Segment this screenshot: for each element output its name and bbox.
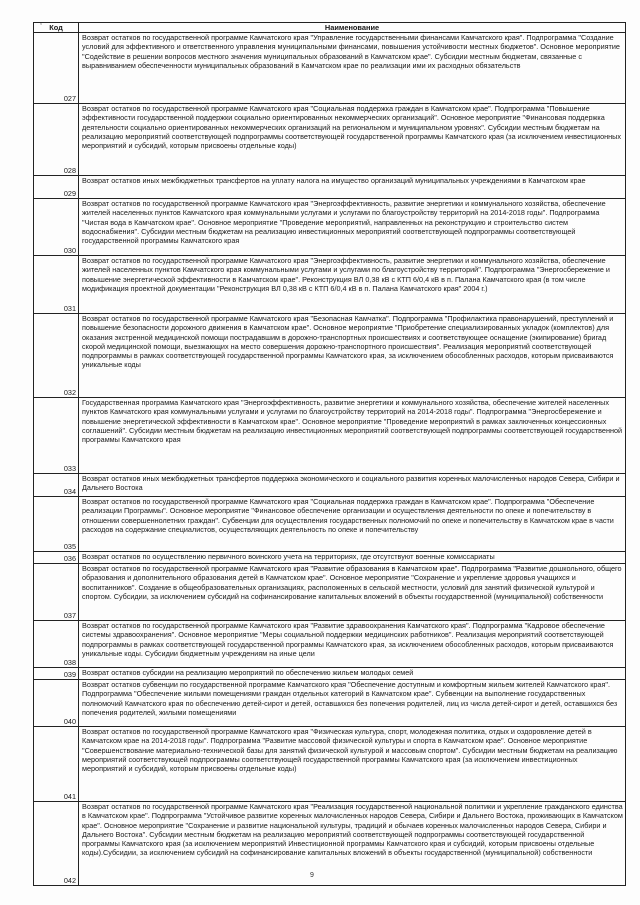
row-description: Возврат остатков по государственной программе Камчатского края "Реализация государственной национальной политики и укрепление гражданского единства в Камчатском крае". Подпрограмма "Устойчивое развитие коренных малочисленных народов Севера, Сибири и Дальнего Востока, проживающих в Камчатском крае". Основное мероприятие "Сохранение и развитие национальной культуры, традиций и обычаев коренных малочисленных народов Севера, Сибири и Дальнего Востока". Субсидии местным бюджетам на реализацию мероприятий соответствующей подпрограммы соответствующей государственной программы Камчатского края (за исключением мероприятий Инвестиционной программы Камчатского края и субсидий, которым присвоены отдельные коды).Субсидии, за исключением субсидий на софинансирование капитальных вложений в объекты государственной (муниципальной) собственности (79, 802, 626, 886)
row-code: 042 (34, 802, 79, 886)
table-header-row (34, 23, 626, 33)
table-row (34, 680, 626, 727)
row-code: 028 (34, 104, 79, 176)
row-code: 039 (34, 668, 79, 680)
header-code: Код (34, 23, 79, 33)
table-row (34, 668, 626, 680)
row-description: Возврат остатков по государственной программе Камчатского края "Управление государственными финансами Камчатского края". Подпрограмма "Создание условий для эффективного и ответственного управления муниципальными финансами, повышения устойчивости местных бюджетов". Основное мероприятие "Содействие в решении вопросов местного значения муниципальных образований в Камчатском крае". Субсидии местным бюджетам, связанные с выравниванием обеспеченности муниципальных образований в Камчатском крае по реализации ими их расходных обязательств (79, 33, 626, 104)
row-code: 034 (34, 474, 79, 497)
table-row (34, 314, 626, 398)
row-description: Возврат остатков по государственной программе Камчатского края "Развитие образования в Камчатском крае". Подпрограмма "Развитие дошкольного, общего образования и дополнительного образования детей в Камчатском крае". Основное мероприятие "Сохранение и укрепление здоровья учащихся и воспитанников". Создание в общеобразовательных организациях, расположенных в сельской местности, условий для занятий физической культурой и спортом. Субсидии, за исключением субсидий на софинансирование капитальных вложений в объекты государственной (муниципальной) собственности (79, 564, 626, 621)
table-row (34, 474, 626, 497)
row-description: Возврат остатков по государственной программе Камчатского края "Социальная поддержка граждан в Камчатском крае". Подпрограмма "Повышение эффективности государственной поддержки социально ориентированных некоммерческих организаций". Основное мероприятие "Финансовая поддержка деятельности социально ориентированных некоммерческих организаций на региональном и муниципальном уровнях". Субсидии местным бюджетам на реализацию мероприятий соответствующей подпрограммы соответствующей государственной программы Камчатского края (за исключением инвестиционных мероприятий и субсидий, которым присвоены отдельные коды) (79, 104, 626, 176)
row-description: Возврат остатков субсидии на реализацию мероприятий по обеспечению жильем молодых семей (79, 668, 626, 680)
page-number: 9 (310, 872, 314, 879)
row-description: Возврат остатков по государственной программе Камчатского края "Развитие здравоохранения Камчатского края". Подпрограмма "Кадровое обеспечение системы здравоохранения". Основное мероприятие "Меры социальной поддержки медицинских работников". Реализация мероприятий соответствующей подпрограммы в рамках соответствующей государственной программы Камчатского края, за исключением обособленных расходов, которым присваиваются уникальные коды. Субсидии бюджетным учреждениям на иные цели (79, 621, 626, 668)
row-code: 030 (34, 199, 79, 256)
row-code: 040 (34, 680, 79, 727)
row-code: 036 (34, 552, 79, 564)
table-row (34, 564, 626, 621)
table-row (34, 552, 626, 564)
row-description: Возврат остатков по осуществлению первичного воинского учета на территориях, где отсутствуют военные комиссариаты (79, 552, 626, 564)
row-description: Государственная программа Камчатского края "Энергоэффективность, развитие энергетики и коммунального хозяйства, обеспечение жителей населенных пунктов Камчатского края коммунальными услугами и услугами по благоустройству территорий на 2014-2018 годы". Подпрограмма "Энергосбережение и повышение энергетической эффективности в Камчатском крае". Основное мероприятие "Проведение мероприятий в рамках заключенных концессионных соглашений". Субсидии местным бюджетам на реализацию инвестиционных мероприятий соответствующей подпрограммы соответствующей государственной программы Камчатского края (79, 398, 626, 474)
codes-table (33, 22, 626, 886)
row-code: 035 (34, 497, 79, 552)
row-code: 038 (34, 621, 79, 668)
row-code: 037 (34, 564, 79, 621)
table-row (34, 256, 626, 314)
table-row (34, 398, 626, 474)
row-code: 027 (34, 33, 79, 104)
row-description: Возврат остатков по государственной программе Камчатского края "Энергоэффективность, развитие энергетики и коммунального хозяйства, обеспечение жителей населенных пунктов Камчатского края коммунальными услугами и услугами по благоустройству территорий на 2014-2018 годы". Подпрограмма "Чистая вода в Камчатском крае". Основное мероприятие "Проведение мероприятий, направленных на реконструкцию и строительство систем водоснабжения". Субсидии местным бюджетам на реализацию инвестиционных мероприятий соответствующей подпрограммы соответствующей государственной программы Камчатского края (79, 199, 626, 256)
table-row (34, 199, 626, 256)
row-description: Возврат остатков по государственной программе Камчатского края "Физическая культура, спорт, молодежная политика, отдых и оздоровление детей в Камчатском крае на 2014-2018 годы". Подпрограмма "Развитие массовой физической культуры и спорта в Камчатском крае". Основное мероприятие "Совершенствование материально-технической базы для занятий физической культурой и массовым спортом". Субсидии местным бюджетам на реализацию мероприятий соответствующей подпрограммы соответствующей государственной программы Камчатского края (за исключением инвестиционных мероприятий и субсидий, которым присвоены отдельные коды) (79, 727, 626, 802)
corner-mark: , (40, 19, 42, 26)
row-description: Возврат остатков иных межбюджетных трансфертов поддержка экономического и социального развития коренных малочисленных народов Севера, Сибири и Дальнего Востока (79, 474, 626, 497)
row-description: Возврат остатков субвенции по государственной программе Камчатского края "Обеспечение доступным и комфортным жильем жителей Камчатского края". Подпрограмма "Обеспечение жилыми помещениями граждан отдельных категорий в Камчатском крае". Субвенции на выполнение государственных полномочий Камчатского края по обеспечению детей-сирот и детей, оставшихся без попечения родителей, лиц из числа детей-сирот и детей, оставшихся без попечения родителей, жилыми помещениями (79, 680, 626, 727)
row-code: 033 (34, 398, 79, 474)
table-row (34, 802, 626, 886)
table-body (34, 33, 626, 886)
row-description: Возврат остатков по государственной программе Камчатского края "Безопасная Камчатка". Подпрограмма "Профилактика правонарушений, преступлений и повышение безопасности дорожного движения в Камчатском крае". Основное мероприятие "Приобретение специализированных укладок (комплектов) для оказания экстренной медицинской помощи пострадавшим в дорожно-транспортных происшествиях и соответствующее оснащение (экипирование) бригад скорой медицинской помощи, выезжающих на место совершения дорожно-транспортного происшествия". Реализация мероприятий соответствующей подпрограммы в рамках соответствующей государственной программы Камчатского края, за исключением обособленных расходов, которым присваиваются уникальные коды (79, 314, 626, 398)
table-row (34, 621, 626, 668)
row-code: 041 (34, 727, 79, 802)
row-description: Возврат остатков по государственной программе Камчатского края "Социальная поддержка граждан в Камчатском крае". Подпрограмма "Обеспечение реализации Программы". Основное мероприятие "Финансовое обеспечение организации и осуществления деятельности по опеке и попечительству в отношении совершеннолетних граждан". Субвенции для осуществления государственных полномочий по опеке и попечительству в Камчатском крае в части расходов на содержание специалистов, осуществляющих деятельность по опеке и попечительству (79, 497, 626, 552)
row-code: 029 (34, 176, 79, 199)
table-row (34, 727, 626, 802)
row-code: 031 (34, 256, 79, 314)
row-description: Возврат остатков по государственной программе Камчатского края "Энергоэффективность, развитие энергетики и коммунального хозяйства, обеспечение жителей населенных пунктов Камчатского края коммунальными услугами и услугами по благоустройству территорий". Подпрограмма "Энергосбережение и повышение энергетической эффективности в Камчатском крае". Реконструкция ВЛ 0,38 кВ с КТП 6/0,4 кВ в п. Палана Камчатского края (в том числе модификация проектной документации "Реконструкция ВЛ 0,38 кВ с КТП 6/0,4 кВ в п. Палана Камчатского края" 2004 г.) (79, 256, 626, 314)
table-row (34, 104, 626, 176)
table-row (34, 176, 626, 199)
table-row (34, 497, 626, 552)
row-description: Возврат остатков иных межбюджетных трансфертов на уплату налога на имущество организаций муниципальных учреждениями в Камчатском крае (79, 176, 626, 199)
table-row (34, 33, 626, 104)
header-name: Наименование (79, 23, 626, 33)
row-code: 032 (34, 314, 79, 398)
